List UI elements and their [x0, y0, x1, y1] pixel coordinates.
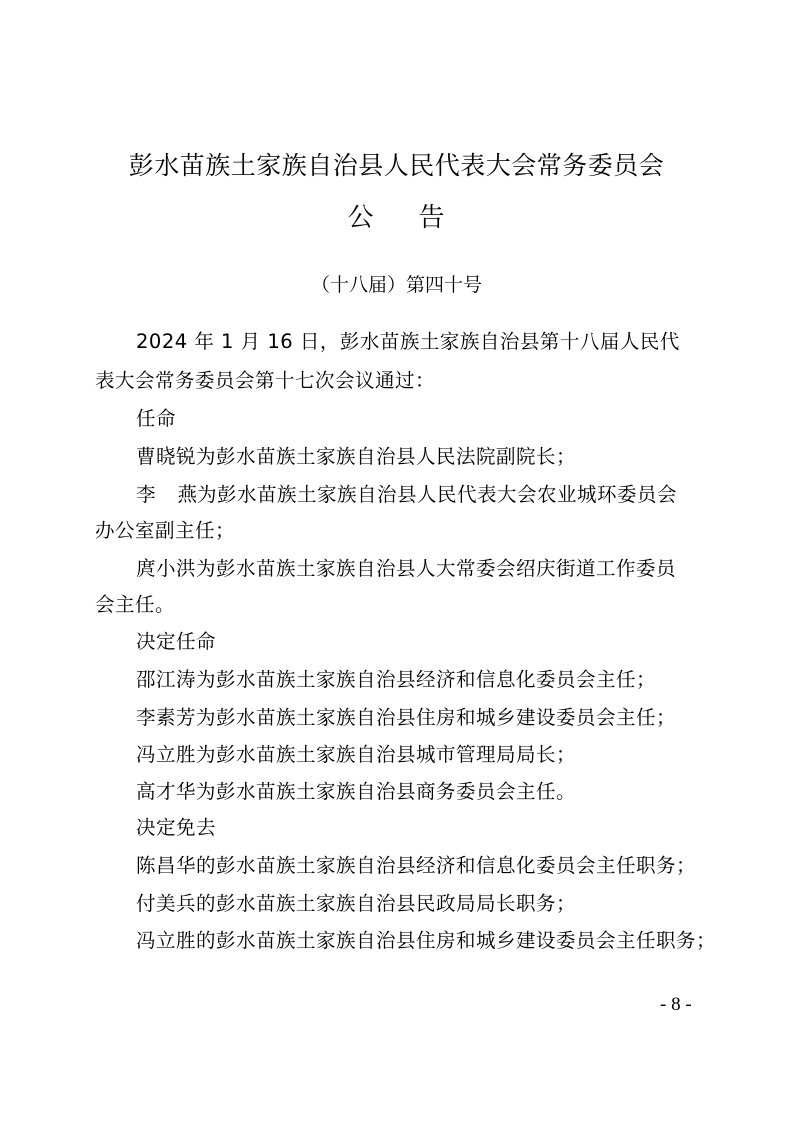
- removal-item: 冯立胜的彭水苗族土家族自治县住房和城乡建设委员会主任职务；: [136, 929, 717, 952]
- removal-item: 陈昌华的彭水苗族土家族自治县经济和信息化委员会主任职务；: [136, 854, 697, 877]
- section-heading-decide-remove: 决定免去: [136, 816, 217, 839]
- announcement-heading: [0, 202, 793, 234]
- decided-appointment-item: 冯立胜为彭水苗族土家族自治县城市管理局局长；: [136, 743, 577, 766]
- appointment-item-continued: 会主任。: [95, 593, 176, 616]
- page-number: - 8 -: [660, 994, 692, 1015]
- appointee-name: 李 燕: [136, 483, 198, 506]
- decided-appointment-item: 李素芳为彭水苗族土家族自治县住房和城乡建设委员会主任；: [136, 706, 677, 729]
- appointment-item: 李 燕为彭水苗族土家族自治县人民代表大会农业城环委员会: [136, 483, 678, 506]
- appointment-item: 庹小洪为彭水苗族土家族自治县人大常委会绍庆街道工作委员: [136, 557, 677, 580]
- intro-line-2: 表大会常务委员会第十七次会议通过：: [95, 369, 436, 392]
- removal-item: 付美兵的彭水苗族土家族自治县民政局局长职务；: [136, 892, 577, 915]
- appointment-item: 曹晓锐为彭水苗族土家族自治县人民法院副院长；: [136, 445, 577, 468]
- heading-char-gao: 告: [418, 203, 446, 233]
- heading-char-gong: 公: [347, 203, 375, 233]
- intro-line-1: 2024 年 1 月 16 日，彭水苗族土家族自治县第十八届人民代: [136, 330, 680, 353]
- section-heading-appoint: 任命: [136, 407, 177, 430]
- appointment-item-continued: 办公室副主任；: [95, 519, 236, 542]
- decided-appointment-item: 高才华为彭水苗族土家族自治县商务委员会主任。: [136, 780, 577, 803]
- decided-appointment-item: 邵江涛为彭水苗族土家族自治县经济和信息化委员会主任；: [136, 668, 657, 691]
- document-title: 彭水苗族土家族自治县人民代表大会常务委员会: [128, 151, 665, 180]
- document-number: （十八届）第四十号: [310, 274, 482, 296]
- section-heading-decide-appoint: 决定任命: [136, 630, 217, 653]
